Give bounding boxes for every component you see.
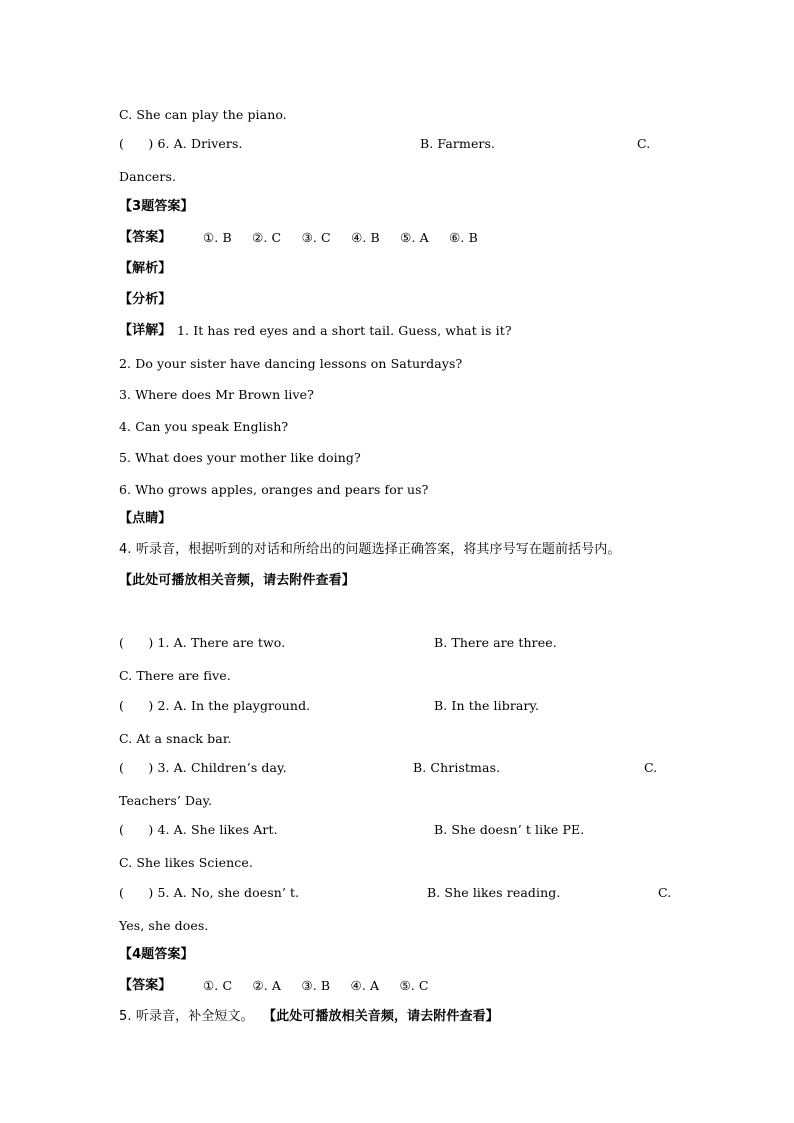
text-line: 3. Where does Mr Brown live? [119,387,314,402]
q3-item-6-continuation [119,168,176,186]
item-3-option-a: ( ) 3. A. Children’s day. [119,760,287,775]
text-line: C. She likes Science. [119,855,253,870]
q4-item-3 [119,759,679,777]
answer-values: ①. B ②. C ③. C ④. B ⑤. A ⑥. B [203,230,478,245]
text-line: Dancers. [119,169,177,184]
q3-breakdown-heading [119,291,171,309]
item-5-option-a: ( ) 5. A. No, she doesn’ t. [119,885,300,900]
item-5-option-c-label: C. [658,885,672,900]
item-4-option-a: ( ) 4. A. She likes Art. [119,822,278,837]
q4-item-5 [119,884,679,902]
q3-detail-line-5 [119,449,361,467]
item-4-option-b: B. She doesn’ t like PE. [434,822,585,837]
item-6-option-b: B. Farmers. [420,136,496,151]
item-2-option-a: ( ) 2. A. In the playground. [119,698,311,713]
audio-note: 【此处可播放相关音频，请去附件查看】 [263,1009,499,1024]
section-heading: 【4题答案】 [119,947,194,962]
text-line: C. There are five. [119,668,231,683]
q3-note-heading [119,510,171,528]
answer-label: 【答案】 [119,230,172,245]
audio-note: 【此处可播放相关音频，请去附件查看】 [119,573,355,588]
text-line: 4. Can you speak English? [119,419,289,434]
q3-detail-line-6 [119,481,428,499]
text-line: Yes, she does. [119,918,209,933]
q3-detail-line-2 [119,355,462,373]
item-2-option-b: B. In the library. [434,698,540,713]
q3-answer-line [119,229,579,247]
q4-item-5-continuation [119,917,208,935]
answer-values: ①. C ②. A ③. B ④. A ⑤. C [203,978,429,993]
q4-item-4-option-c [119,854,253,872]
q5-instruction [119,1008,679,1026]
q3-item-6 [119,135,679,153]
item-5-option-b: B. She likes reading. [427,885,561,900]
q4-item-4 [119,821,679,839]
detail-text: 1. It has red eyes and a short tail. Guess, what is it? [177,323,512,338]
q4-item-3-continuation [119,792,212,810]
section-heading: 【解析】 [119,261,172,276]
question-instruction: 4. 听录音，根据听到的对话和所给出的问题选择正确答案，将其序号写在题前括号内。 [119,542,621,557]
q4-item-2 [119,697,679,715]
item-3-option-c-label: C. [644,760,658,775]
text-line: 2. Do your sister have dancing lessons on Saturdays? [119,356,463,371]
text-line: C. She can play the piano. [119,107,287,122]
text-line: 5. What does your mother like doing? [119,450,361,465]
q3-answer-heading [119,198,194,216]
answer-label: 【答案】 [119,978,172,993]
question-instruction: 5. 听录音，补全短文。 [119,1009,254,1024]
q3-detail-line-3 [119,386,314,404]
q4-item-2-option-c [119,730,232,748]
item-1-option-b: B. There are three. [434,635,557,650]
q3-option-c [119,106,287,124]
detail-label: 【详解】 [119,323,172,338]
q3-detail-line-1 [119,322,579,340]
q3-detail-line-4 [119,418,288,436]
text-line: C. At a snack bar. [119,731,232,746]
item-3-option-b: B. Christmas. [413,760,501,775]
q4-item-1 [119,634,679,652]
section-heading: 【点睛】 [119,511,172,526]
q4-item-1-option-c [119,667,231,685]
item-6-option-a: ( ) 6. A. Drivers. [119,136,243,151]
q4-audio-note [119,572,355,590]
item-1-option-a: ( ) 1. A. There are two. [119,635,286,650]
q4-answer-line [119,977,579,995]
item-6-option-c-label: C. [637,136,651,151]
text-line: 6. Who grows apples, oranges and pears for us? [119,482,429,497]
section-heading: 【分析】 [119,292,172,307]
q3-analysis-heading [119,260,171,278]
text-line: Teachers’ Day. [119,793,213,808]
q4-answer-heading [119,946,194,964]
section-heading: 【3题答案】 [119,199,194,214]
q4-instruction [119,541,621,559]
